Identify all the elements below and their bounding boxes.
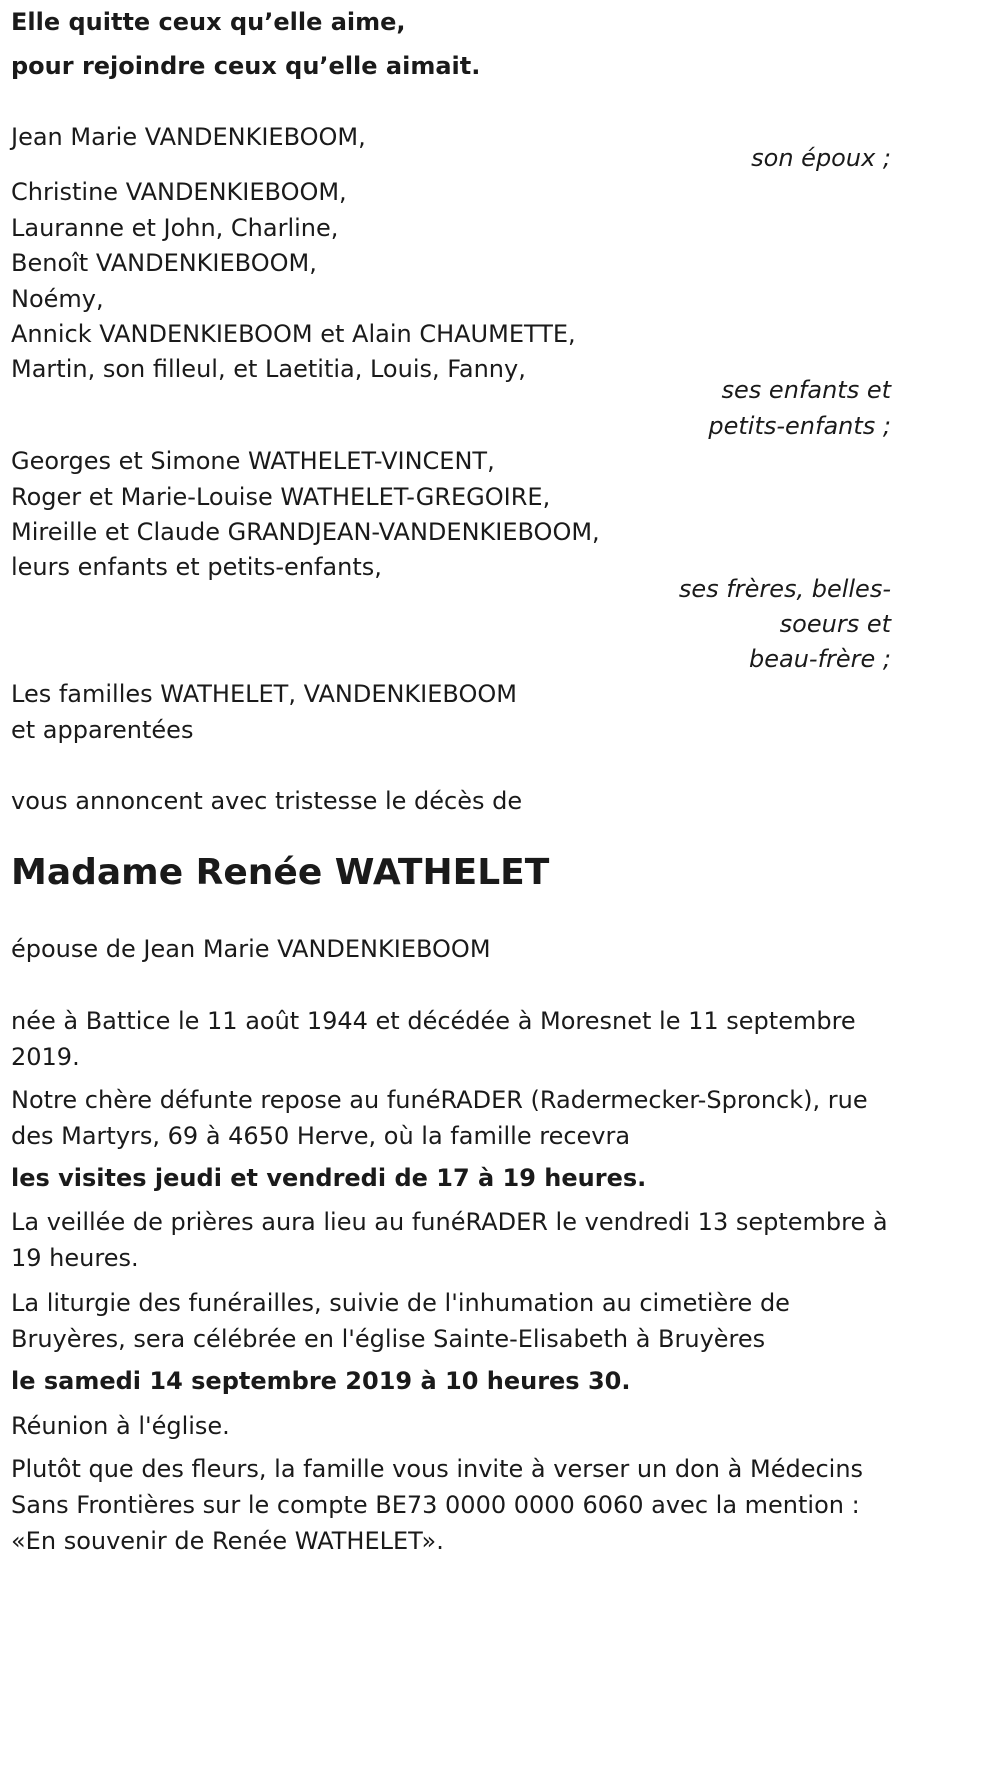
siblings-relation-line-2: soeurs et: [779, 610, 891, 638]
vigil-info: La veillée de prières aura lieu au funéRADER le vendredi 13 septembre à 19 heures.: [11, 1208, 888, 1272]
announcement: vous annoncent avec tristesse le décès de: [11, 787, 523, 815]
child-name: Benoît VANDENKIEBOOM,: [11, 249, 317, 277]
families-line-2: et apparentées: [11, 716, 194, 744]
meeting-info: Réunion à l'église.: [11, 1412, 230, 1440]
children-relation-line-2: petits-enfants ;: [708, 412, 891, 440]
sibling-name: leurs enfants et petits-enfants,: [11, 553, 382, 581]
birth-death-dates: née à Battice le 11 août 1944 et décédée à Moresnet le 11 septembre 2019.: [11, 1007, 856, 1071]
deceased-name: Madame Renée WATHELET: [11, 852, 550, 893]
sibling-name: Georges et Simone WATHELET-VINCENT,: [11, 447, 495, 475]
child-name: Lauranne et John, Charline,: [11, 214, 339, 242]
child-name: Martin, son filleul, et Laetitia, Louis, Fanny,: [11, 355, 526, 383]
visiting-hours: les visites jeudi et vendredi de 17 à 19 heures.: [11, 1164, 647, 1192]
repose-location: Notre chère défunte repose au funéRADER (Radermecker-Spronck), rue des Martyrs, 69 à 4650 Herve, où la famille recevra: [11, 1086, 868, 1150]
epigraph-line-2: pour rejoindre ceux qu’elle aimait.: [11, 52, 481, 80]
siblings-relation-line-1: ses frères, belles-: [678, 575, 891, 603]
families-line-1: Les familles WATHELET, VANDENKIEBOOM: [11, 680, 517, 708]
liturgy-info: La liturgie des funérailles, suivie de l'inhumation au cimetière de Bruyères, sera célébrée en l'église Sainte-Elisabeth à Bruyères: [11, 1289, 790, 1353]
child-name: Noémy,: [11, 285, 104, 313]
sibling-name: Mireille et Claude GRANDJEAN-VANDENKIEBOOM,: [11, 518, 600, 546]
child-name: Christine VANDENKIEBOOM,: [11, 178, 347, 206]
child-name: Annick VANDENKIEBOOM et Alain CHAUMETTE,: [11, 320, 576, 348]
sibling-name: Roger et Marie-Louise WATHELET-GREGOIRE,: [11, 483, 551, 511]
funeral-date: le samedi 14 septembre 2019 à 10 heures 30.: [11, 1367, 631, 1395]
epigraph-line-1: Elle quitte ceux qu’elle aime,: [11, 8, 406, 36]
spouse-of: épouse de Jean Marie VANDENKIEBOOM: [11, 935, 491, 963]
spouse-relation: son époux ;: [751, 144, 891, 172]
siblings-relation-line-3: beau-frère ;: [748, 645, 891, 673]
donation-info: Plutôt que des fleurs, la famille vous invite à verser un don à Médecins Sans Frontières sur le compte BE73 0000 0000 6060 avec la mention : «En souvenir de Renée WATHELET».: [11, 1455, 864, 1555]
spouse-name: Jean Marie VANDENKIEBOOM,: [11, 123, 366, 151]
children-relation-line-1: ses enfants et: [721, 376, 891, 404]
